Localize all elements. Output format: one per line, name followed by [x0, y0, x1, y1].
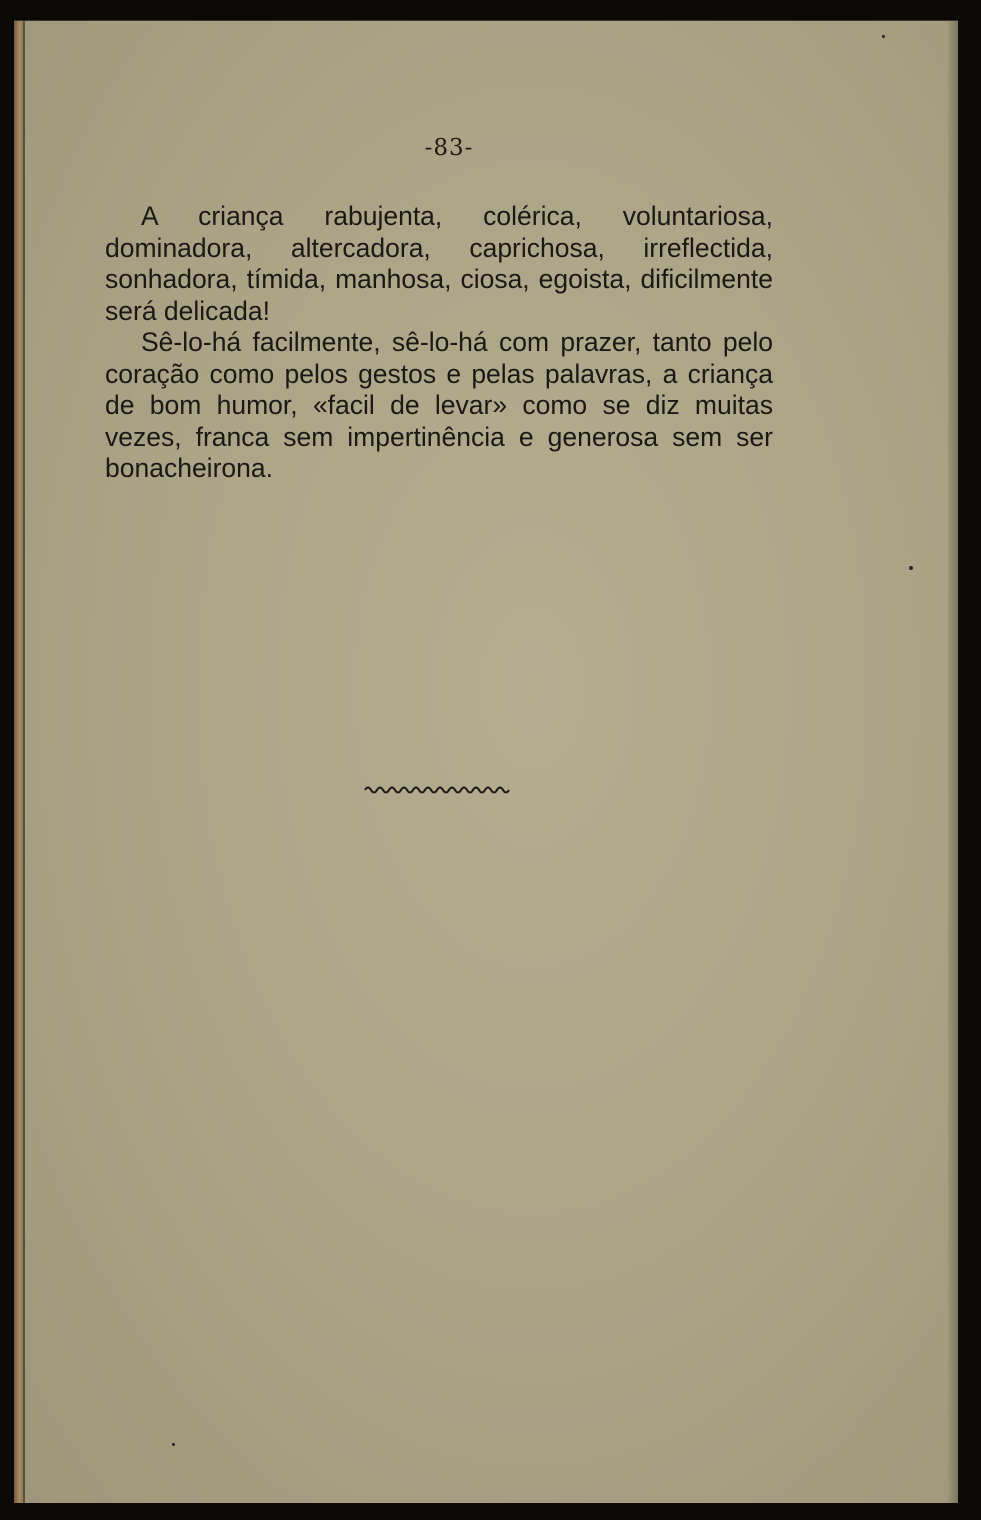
wavy-rule-ornament	[363, 783, 511, 797]
paper-speck	[882, 35, 885, 38]
paper-speck	[909, 566, 913, 570]
paper-speck	[172, 1443, 175, 1446]
page-spine	[14, 21, 23, 1503]
paragraph-2: Sê-lo-há facilmente, sê-lo-há com prazer, tanto pelo coração como pelos gestos e pelas palavras, a criança de bom humor, «facil de levar» como se diz muitas vezes, franca sem impertinência e generosa sem ser bonacheirona.	[105, 327, 773, 483]
book-page	[14, 20, 958, 1503]
spine-line	[23, 21, 25, 1503]
page-number: -83-	[424, 135, 474, 161]
page-right-edge	[948, 21, 958, 1503]
body-text	[105, 201, 773, 485]
paragraph-1: A criança rabujenta, colérica, voluntariosa, dominadora, altercadora, caprichosa, irreflectida, sonhadora, tímida, manhosa, ciosa, egoista, dificilmente será delicada!	[105, 201, 773, 326]
